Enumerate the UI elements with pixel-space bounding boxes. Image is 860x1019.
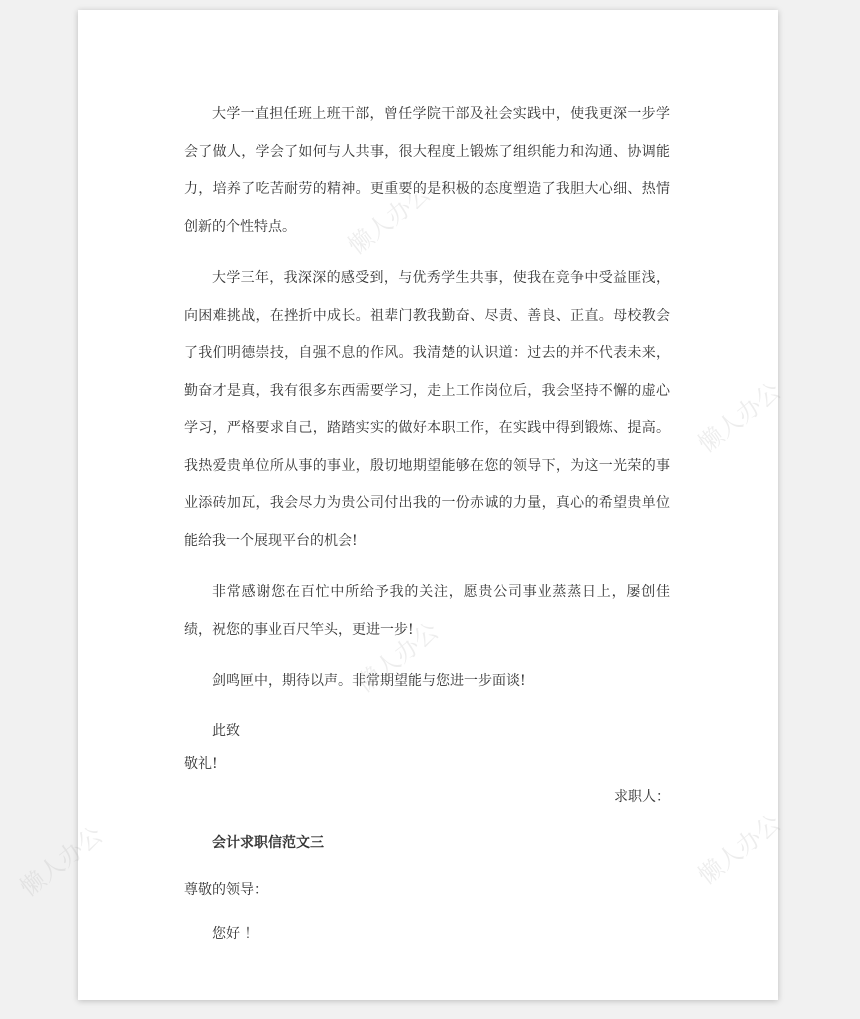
salutation: 尊敬的领导： <box>184 881 268 898</box>
greeting: 您好 ！ <box>212 925 259 942</box>
paragraph-1: 大学一直担任班上班干部，曾任学院干部及社会实践中，使我更深一步学会了做人，学会了如何与人共事，很大程度上锻炼了组织能力和沟通、协调能力，培养了吃苦耐劳的精神。更重要的是积极的态度塑造了我胆大心细、热情创新的个性特点。 <box>184 106 670 235</box>
document-page <box>15 10 786 1000</box>
watermark: 懒人办公 <box>693 808 786 891</box>
signature-line: 求职人： <box>614 788 670 805</box>
closing-line-1: 此致 <box>212 722 240 739</box>
watermark: 懒人办公 <box>15 820 108 903</box>
paragraph-3: 非常感谢您在百忙中所给予我的关注，愿贵公司事业蒸蒸日上，屡创佳绩，祝您的事业百尺竿头，更进一步! <box>184 584 670 638</box>
section-title: 会计求职信范文三 <box>212 834 324 851</box>
closing-line-2: 敬礼! <box>184 755 218 772</box>
watermark: 懒人办公 <box>351 616 444 699</box>
paragraph-4: 剑鸣匣中，期待以声。非常期望能与您进一步面谈! <box>212 673 526 689</box>
paragraph-2: 大学三年，我深深的感受到，与优秀学生共事，使我在竞争中受益匪浅，向困难挑战，在挫折中成长。祖辈门教我勤奋、尽责、善良、正直。母校教会了我们明德崇技，自强不息的作风。我清楚的认识道：过去的并不代表未来，勤奋才是真，我有很多东西需要学习，走上工作岗位后，我会坚持不懈的虚心学习，严格要求自己，踏踏实实的做好本职工作，在实践中得到锻炼、提高。我热爱贵单位所从事的事业，殷切地期望能够在您的领导下，为这一光荣的事业添砖加瓦，我会尽力为贵公司付出我的一份赤诚的力量，真心的希望贵单位能给我一个展现平台的机会! <box>184 270 670 549</box>
document-body <box>184 96 670 956</box>
watermark: 懒人办公 <box>693 376 786 459</box>
watermark: 懒人办公 <box>343 178 436 261</box>
